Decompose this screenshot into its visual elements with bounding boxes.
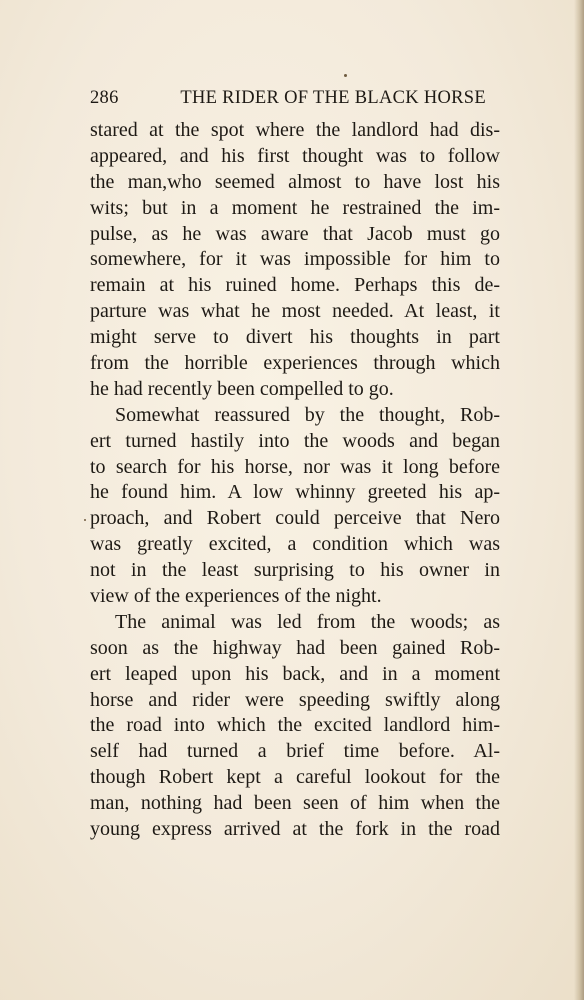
text-line: proach, and Robert could perceive that Nero: [90, 507, 500, 530]
page-number: 286: [90, 88, 119, 108]
text-line: wits; but in a moment he restrained the im-: [90, 196, 500, 219]
text-line: ert turned hastily into the woods and began: [90, 429, 500, 452]
text-line: not in the least surprising to his owner in: [90, 559, 500, 582]
text-line: the road into which the excited landlord him-: [90, 714, 500, 737]
text-line: was greatly excited, a condition which was: [90, 533, 500, 556]
text-line: parture was what he most needed. At least, it: [90, 300, 500, 323]
text-line: man, nothing had been seen of him when the: [90, 792, 500, 815]
text-line: he found him. A low whinny greeted his ap-: [90, 481, 500, 504]
text-line: though Robert kept a careful lookout for the: [90, 766, 500, 789]
paragraph-first-line: Somewhat reassured by the thought, Rob-: [115, 403, 500, 426]
text-line: remain at his ruined home. Perhaps this de-: [90, 274, 500, 297]
text-line: horse and rider were speeding swiftly along: [90, 688, 500, 711]
running-title: THE RIDER OF THE BLACK HORSE: [180, 88, 486, 108]
page-edge-shadow: [574, 0, 584, 1000]
ink-speck: [344, 74, 347, 77]
text-line: to search for his horse, nor was it long before: [90, 455, 500, 478]
text-line: young express arrived at the fork in the road: [90, 818, 500, 841]
text-line: might serve to divert his thoughts in part: [90, 326, 500, 349]
running-head: [90, 88, 486, 109]
body-text: [90, 118, 500, 843]
text-line: from the horrible experiences through which: [90, 352, 500, 375]
text-line: stared at the spot where the landlord had dis-: [90, 119, 500, 141]
text-line: pulse, as he was aware that Jacob must go: [90, 222, 500, 245]
text-line: appeared, and his first thought was to follow: [90, 144, 500, 167]
text-line: the man,who seemed almost to have lost his: [90, 170, 500, 193]
text-line: ert leaped upon his back, and in a moment: [90, 662, 500, 685]
text-line: soon as the highway had been gained Rob-: [90, 636, 500, 659]
paragraph-last-line: he had recently been compelled to go.: [90, 377, 394, 400]
paragraph-first-line: The animal was led from the woods; as: [115, 610, 500, 633]
ink-speck: [84, 519, 86, 521]
text-line: somewhere, for it was impossible for him to: [90, 248, 500, 271]
paragraph-last-line: view of the experiences of the night.: [90, 585, 382, 608]
text-line: self had turned a brief time before. Al-: [90, 740, 500, 763]
